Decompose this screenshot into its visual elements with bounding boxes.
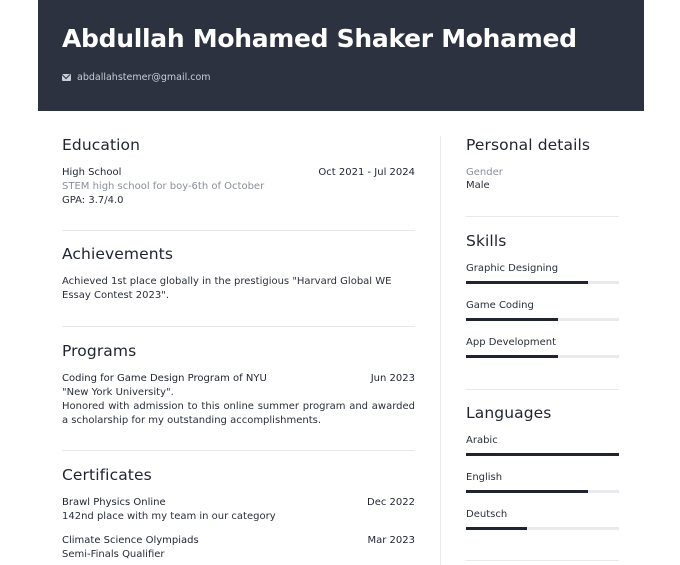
program-name-continued: "New York University". bbox=[62, 387, 174, 398]
personal-details-title: Personal details bbox=[466, 136, 591, 154]
language-bar bbox=[466, 527, 619, 530]
certificate-name: Brawl Physics Online bbox=[62, 497, 166, 508]
resume-page bbox=[38, 0, 644, 565]
gender-label: Gender bbox=[466, 167, 503, 178]
language-bar-fill bbox=[466, 490, 588, 493]
certificate-date: Dec 2022 bbox=[367, 497, 415, 508]
skills-section bbox=[466, 232, 619, 358]
languages-title: Languages bbox=[466, 404, 552, 422]
language-item bbox=[466, 471, 619, 493]
gender-value: Male bbox=[466, 180, 490, 191]
education-title: Education bbox=[62, 136, 141, 154]
language-bar bbox=[466, 453, 619, 456]
language-name: Arabic bbox=[466, 435, 498, 446]
section-divider bbox=[466, 560, 619, 561]
skill-bar-fill bbox=[466, 355, 558, 358]
email-row bbox=[62, 72, 211, 83]
program-date: Jun 2023 bbox=[370, 373, 415, 384]
language-bar-fill bbox=[466, 453, 619, 456]
skill-bar bbox=[466, 355, 619, 358]
skill-bar-fill bbox=[466, 281, 588, 284]
language-bar bbox=[466, 490, 619, 493]
achievements-section bbox=[62, 245, 415, 303]
section-divider bbox=[62, 230, 415, 231]
certificates-title: Certificates bbox=[62, 466, 152, 484]
education-section bbox=[62, 136, 415, 208]
section-divider bbox=[62, 326, 415, 327]
skill-name: Game Coding bbox=[466, 300, 534, 311]
language-item bbox=[466, 508, 619, 530]
language-item bbox=[466, 434, 619, 456]
achievements-title: Achievements bbox=[62, 245, 174, 263]
certificate-description: 142nd place with my team in our category bbox=[62, 511, 276, 522]
languages-section bbox=[466, 404, 619, 530]
skill-item bbox=[466, 336, 619, 358]
skill-name: Graphic Designing bbox=[466, 263, 559, 274]
achievement-text: Achieved 1st place globally in the prestigious "Harvard Global WE Essay Contest 2023". bbox=[62, 276, 392, 301]
certificates-section bbox=[62, 466, 415, 562]
skill-bar bbox=[466, 318, 619, 321]
education-dates: Oct 2021 - Jul 2024 bbox=[318, 167, 415, 178]
certificate-entry bbox=[62, 534, 415, 562]
certificate-name: Climate Science Olympiads bbox=[62, 535, 199, 546]
program-entry bbox=[62, 372, 415, 428]
skill-name: App Development bbox=[466, 337, 557, 348]
section-divider bbox=[62, 450, 415, 451]
gpa-text: GPA: 3.7/4.0 bbox=[62, 195, 124, 206]
section-divider bbox=[466, 389, 619, 390]
language-name: English bbox=[466, 472, 503, 483]
personal-details-section bbox=[466, 136, 619, 192]
certificate-entry bbox=[62, 496, 415, 524]
program-description: Honored with admission to this online summer program and awarded a scholarship for my outstanding accomplishments. bbox=[62, 401, 415, 426]
skills-title: Skills bbox=[466, 232, 507, 250]
resume-header bbox=[38, 0, 644, 111]
language-bar-fill bbox=[466, 527, 527, 530]
language-name: Deutsch bbox=[466, 509, 508, 520]
skill-item bbox=[466, 299, 619, 321]
school-name: High School bbox=[62, 167, 122, 178]
email-text: abdallahstemer@gmail.com bbox=[77, 72, 211, 83]
programs-title: Programs bbox=[62, 342, 137, 360]
certificate-description: Semi-Finals Qualifier bbox=[62, 549, 165, 560]
programs-section bbox=[62, 342, 415, 428]
school-detail: STEM high school for boy-6th of October bbox=[62, 181, 265, 192]
program-name: Coding for Game Design Program of NYU bbox=[62, 373, 267, 384]
column-divider bbox=[440, 136, 441, 565]
person-name: Abdullah Mohamed Shaker Mohamed bbox=[62, 24, 577, 53]
skill-item bbox=[466, 262, 619, 284]
section-divider bbox=[466, 216, 619, 217]
certificate-date: Mar 2023 bbox=[367, 535, 415, 546]
skill-bar-fill bbox=[466, 318, 558, 321]
education-entry bbox=[62, 166, 415, 208]
skill-bar bbox=[466, 281, 619, 284]
mail-icon bbox=[62, 74, 71, 81]
